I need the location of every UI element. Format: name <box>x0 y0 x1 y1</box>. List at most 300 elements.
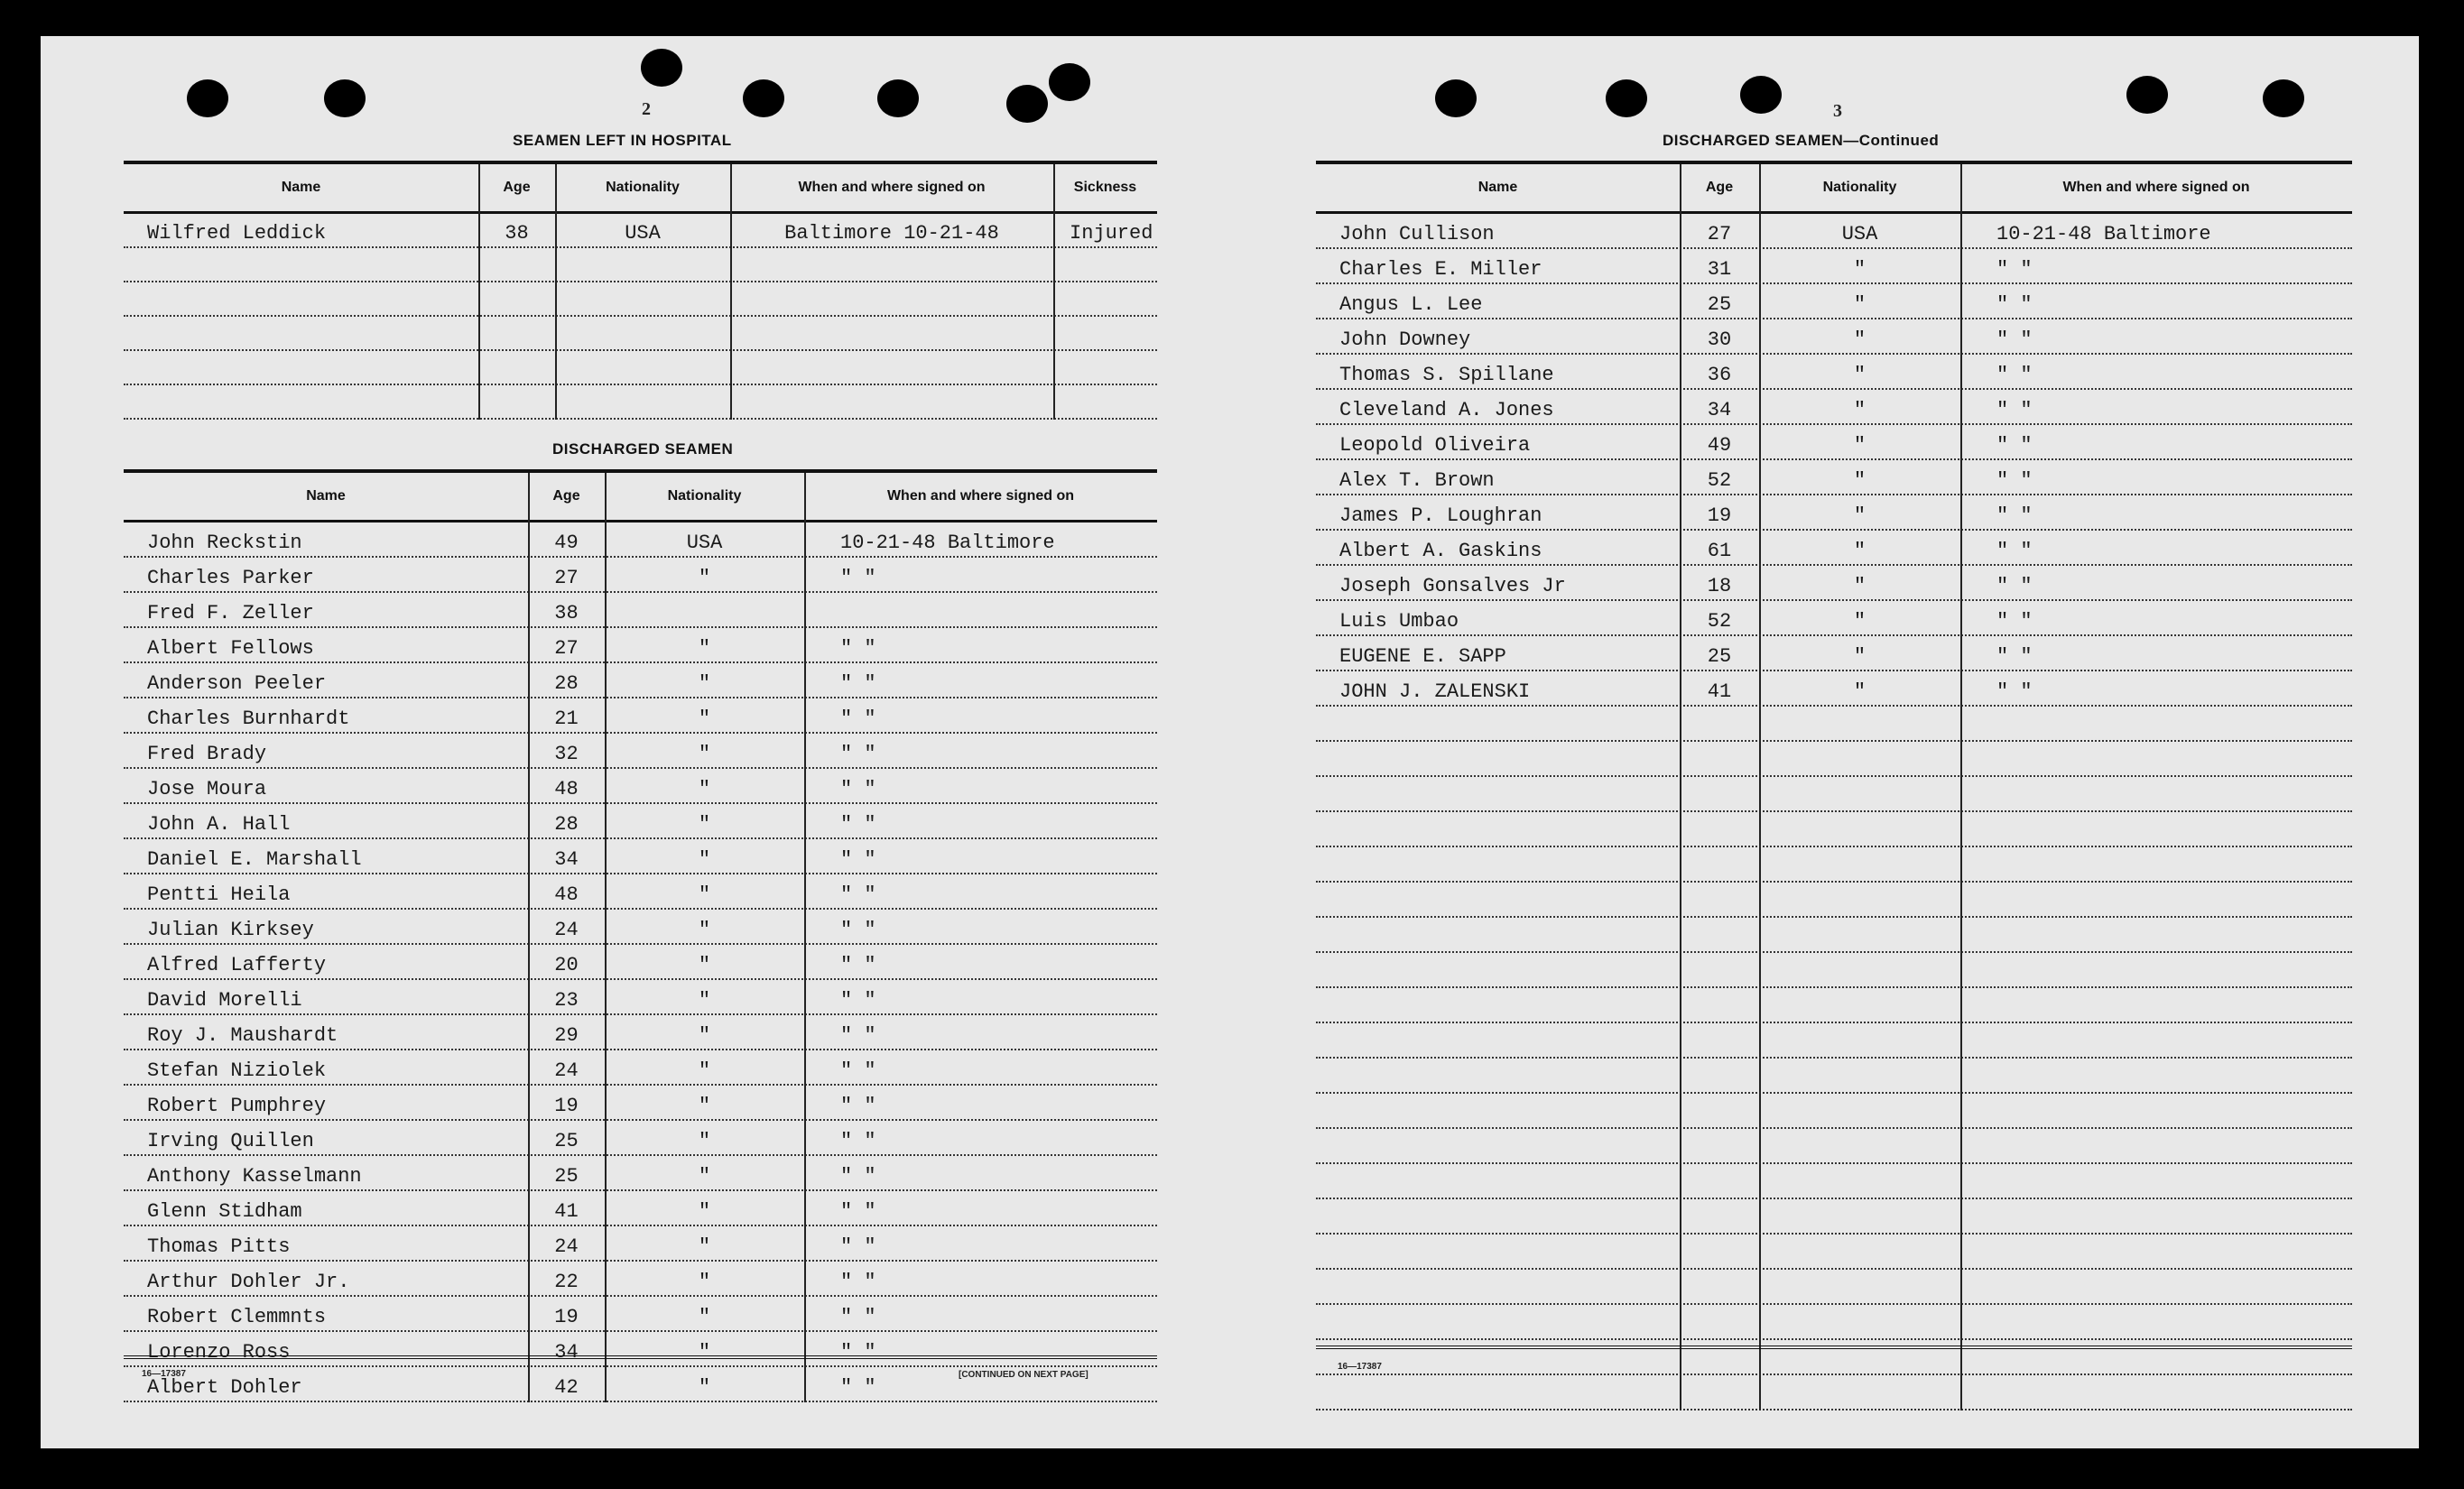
age-cell <box>478 282 555 315</box>
nationality-cell <box>605 593 804 626</box>
age-cell <box>478 385 555 418</box>
binder-hole <box>1606 79 1647 117</box>
name-cell: David Morelli <box>147 989 302 1012</box>
name-cell: EUGENE E. SAPP <box>1339 645 1506 668</box>
signed-on-cell: " " <box>840 1095 876 1117</box>
name-cell: Albert Dohler <box>147 1376 302 1399</box>
column-header: Age <box>1705 180 1734 195</box>
column-header: Nationality <box>606 180 680 195</box>
nationality-cell <box>1759 1199 1960 1233</box>
signed-on-cell: " " <box>840 1235 876 1258</box>
column-header: Name <box>1477 180 1518 195</box>
table-row <box>1316 988 2352 1023</box>
name-cell: John Reckstin <box>147 532 302 554</box>
signed-on-cell: " " <box>840 1341 876 1364</box>
nationality-cell: " <box>1853 258 1867 281</box>
column-divider <box>478 164 480 420</box>
name-cell: Alfred Lafferty <box>147 954 327 976</box>
age-cell: 49 <box>1707 434 1732 457</box>
nationality-cell <box>1759 777 1960 810</box>
name-cell: Irving Quillen <box>147 1130 314 1152</box>
name-cell <box>1316 1129 1680 1162</box>
table-row <box>1316 1023 2352 1059</box>
nationality-cell: " <box>698 1059 711 1082</box>
name-cell <box>1316 1375 1680 1409</box>
continued-table <box>1316 161 2352 1410</box>
nationality-cell <box>555 248 730 281</box>
column-divider <box>555 164 557 420</box>
table-row <box>124 593 1157 628</box>
nationality-cell: " <box>1853 399 1867 421</box>
nationality-cell: " <box>1853 645 1867 668</box>
nationality-cell <box>555 317 730 349</box>
name-cell: Thomas S. Spillane <box>1339 364 1554 386</box>
name-cell: Albert Fellows <box>147 637 314 660</box>
column-divider <box>605 473 607 1402</box>
nationality-cell <box>1759 707 1960 740</box>
signed-on-cell <box>730 385 1053 418</box>
nationality-cell <box>1759 918 1960 951</box>
table-row <box>1316 707 2352 742</box>
age-cell: 18 <box>1707 575 1732 597</box>
hospital-table <box>124 161 1157 420</box>
column-header: Nationality <box>1822 180 1897 195</box>
table-row <box>1316 390 2352 425</box>
binder-hole <box>324 79 366 117</box>
age-cell: 25 <box>554 1130 579 1152</box>
name-cell <box>1316 847 1680 881</box>
name-cell <box>1316 777 1680 810</box>
table-row <box>1316 495 2352 531</box>
name-cell <box>1316 1094 1680 1127</box>
table-row <box>1316 847 2352 883</box>
signed-on-cell: " " <box>840 1130 876 1152</box>
age-cell <box>1680 1199 1759 1233</box>
nationality-cell: " <box>698 1271 711 1293</box>
age-cell: 42 <box>554 1376 579 1399</box>
age-cell: 34 <box>554 848 579 871</box>
age-cell: 41 <box>1707 680 1732 703</box>
discharged-section-title: DISCHARGED SEAMEN <box>552 440 734 458</box>
column-header: When and where signed on <box>798 180 986 195</box>
column-divider <box>1759 164 1761 1410</box>
table-row <box>124 523 1157 558</box>
nationality-cell: " <box>698 1165 711 1188</box>
nationality-cell: " <box>698 1376 711 1399</box>
signed-on-cell <box>1960 847 2352 881</box>
column-divider <box>1053 164 1055 420</box>
signed-on-cell <box>1960 953 2352 986</box>
signed-on-cell <box>1960 777 2352 810</box>
signed-on-cell: " " <box>840 708 876 730</box>
column-divider <box>528 473 530 1402</box>
table-row <box>1316 566 2352 601</box>
signed-on-cell: " " <box>1996 575 2033 597</box>
nationality-cell: " <box>1853 293 1867 316</box>
age-cell: 22 <box>554 1271 579 1293</box>
table-row <box>124 1156 1157 1191</box>
age-cell <box>1680 918 1759 951</box>
name-cell: Daniel E. Marshall <box>147 848 362 871</box>
age-cell <box>1680 1094 1759 1127</box>
continued-section-title: DISCHARGED SEAMEN—Continued <box>1663 132 1940 149</box>
ledger-sheet <box>41 36 2419 1448</box>
name-cell: Charles Burnhardt <box>147 708 350 730</box>
name-cell: John A. Hall <box>147 813 291 836</box>
continued-footnote: [CONTINUED ON NEXT PAGE] <box>959 1370 1088 1380</box>
age-cell <box>1680 1129 1759 1162</box>
table-row <box>1316 1270 2352 1305</box>
age-cell: 27 <box>554 567 579 589</box>
signed-on-cell: 10-21-48 Baltimore <box>1996 223 2211 245</box>
signed-on-cell: " " <box>840 743 876 765</box>
age-cell: 36 <box>1707 364 1732 386</box>
signed-on-cell: " " <box>1996 364 2033 386</box>
age-cell <box>478 351 555 384</box>
nationality-cell <box>1759 1164 1960 1198</box>
table-row <box>124 663 1157 698</box>
name-cell: Jose Moura <box>147 778 267 800</box>
table-row <box>124 874 1157 910</box>
age-cell: 48 <box>554 883 579 906</box>
age-cell: 38 <box>554 602 579 624</box>
table-row <box>1316 1129 2352 1164</box>
nationality-cell: USA <box>625 222 661 245</box>
name-cell <box>1316 1199 1680 1233</box>
name-cell: Fred Brady <box>147 743 267 765</box>
column-header: Sickness <box>1073 180 1137 195</box>
nationality-cell <box>555 282 730 315</box>
signed-on-cell <box>1960 1129 2352 1162</box>
table-row <box>1316 953 2352 988</box>
name-cell: Leopold Oliveira <box>1339 434 1531 457</box>
name-cell: Alex T. Brown <box>1339 469 1495 492</box>
signed-on-cell <box>1960 988 2352 1022</box>
nationality-cell: " <box>698 813 711 836</box>
table-header <box>124 473 1157 523</box>
table-row <box>1316 812 2352 847</box>
age-cell: 28 <box>554 672 579 695</box>
nationality-cell: " <box>698 1200 711 1223</box>
name-cell <box>1316 1164 1680 1198</box>
table-row <box>1316 777 2352 812</box>
binder-hole <box>2126 76 2168 114</box>
signed-on-cell: " " <box>840 1306 876 1328</box>
name-cell: Joseph Gonsalves Jr <box>1339 575 1566 597</box>
nationality-cell <box>1759 847 1960 881</box>
signed-on-cell <box>1960 1164 2352 1198</box>
age-cell: 31 <box>1707 258 1732 281</box>
table-row <box>124 910 1157 945</box>
nationality-cell: " <box>1853 680 1867 703</box>
name-cell: JOHN J. ZALENSKI <box>1339 680 1531 703</box>
name-cell <box>1316 988 1680 1022</box>
sickness-cell <box>1053 282 1157 315</box>
age-cell: 25 <box>1707 645 1732 668</box>
hospital-section-title: SEAMEN LEFT IN HOSPITAL <box>513 132 732 149</box>
table-row <box>1316 249 2352 284</box>
column-divider <box>1680 164 1681 1410</box>
age-cell <box>1680 988 1759 1022</box>
sickness-cell <box>1053 385 1157 418</box>
nationality-cell: " <box>698 743 711 765</box>
nationality-cell: " <box>698 1306 711 1328</box>
nationality-cell: " <box>1853 504 1867 527</box>
table-row <box>124 945 1157 980</box>
age-cell: 49 <box>554 532 579 554</box>
nationality-cell <box>1759 1235 1960 1268</box>
nationality-cell: USA <box>686 532 723 554</box>
nationality-cell <box>1759 1059 1960 1092</box>
age-cell: 19 <box>1707 504 1732 527</box>
name-cell <box>1316 918 1680 951</box>
signed-on-cell: " " <box>840 567 876 589</box>
name-cell: Fred F. Zeller <box>147 602 314 624</box>
column-divider <box>1960 164 1962 1410</box>
nationality-cell <box>1759 1375 1960 1409</box>
name-cell <box>1316 883 1680 916</box>
table-header <box>124 164 1157 214</box>
name-cell: Robert Pumphrey <box>147 1095 327 1117</box>
signed-on-cell <box>730 317 1053 349</box>
age-cell <box>1680 953 1759 986</box>
name-cell <box>1316 707 1680 740</box>
table-row <box>1316 531 2352 566</box>
name-cell <box>1316 1023 1680 1057</box>
signed-on-cell: " " <box>840 1059 876 1082</box>
age-cell: 52 <box>1707 469 1732 492</box>
table-row <box>124 628 1157 663</box>
table-row <box>124 1121 1157 1156</box>
binder-hole <box>743 79 784 117</box>
signed-on-cell: " " <box>840 848 876 871</box>
age-cell: 24 <box>554 1059 579 1082</box>
name-cell: Julian Kirksey <box>147 919 314 941</box>
table-row <box>1316 1094 2352 1129</box>
signed-on-cell <box>1960 1375 2352 1409</box>
age-cell <box>478 248 555 281</box>
nationality-cell: " <box>698 708 711 730</box>
nationality-cell <box>1759 1270 1960 1303</box>
age-cell <box>1680 1375 1759 1409</box>
age-cell: 24 <box>554 919 579 941</box>
nationality-cell: " <box>698 989 711 1012</box>
nationality-cell: " <box>1853 364 1867 386</box>
bottom-rule-right <box>1316 1346 2352 1349</box>
signed-on-cell <box>1960 1305 2352 1338</box>
nationality-cell: " <box>698 1024 711 1047</box>
age-cell: 25 <box>1707 293 1732 316</box>
signed-on-cell: " " <box>840 1200 876 1223</box>
nationality-cell: " <box>698 778 711 800</box>
signed-on-cell: " " <box>1996 504 2033 527</box>
age-cell: 21 <box>554 708 579 730</box>
name-cell: John Downey <box>1339 328 1471 351</box>
column-divider <box>730 164 732 420</box>
signed-on-cell: " " <box>840 813 876 836</box>
nationality-cell <box>1759 1305 1960 1338</box>
signed-on-cell: " " <box>840 1376 876 1399</box>
name-cell: Angus L. Lee <box>1339 293 1483 316</box>
binder-hole <box>2263 79 2304 117</box>
nationality-cell: " <box>1853 328 1867 351</box>
table-row <box>124 317 1157 351</box>
name-cell <box>1316 812 1680 846</box>
table-row <box>1316 601 2352 636</box>
nationality-cell <box>1759 1094 1960 1127</box>
form-number-left: 16—17387 <box>142 1369 186 1379</box>
signed-on-cell: " " <box>840 919 876 941</box>
age-cell <box>1680 777 1759 810</box>
nationality-cell: " <box>1853 540 1867 562</box>
nationality-cell: " <box>698 1341 711 1364</box>
page-number-right: 3 <box>1833 101 1842 121</box>
nationality-cell <box>1759 1129 1960 1162</box>
column-header: Age <box>552 488 580 504</box>
nationality-cell <box>1759 883 1960 916</box>
nationality-cell: " <box>698 1095 711 1117</box>
table-row <box>1316 425 2352 460</box>
signed-on-cell: " " <box>840 883 876 906</box>
table-row <box>124 351 1157 385</box>
age-cell: 19 <box>554 1095 579 1117</box>
age-cell: 20 <box>554 954 579 976</box>
table-row <box>1316 319 2352 355</box>
column-header: When and where signed on <box>886 488 1075 504</box>
table-row <box>1316 742 2352 777</box>
table-row <box>124 558 1157 593</box>
page-number-left: 2 <box>642 99 651 119</box>
table-row <box>1316 355 2352 390</box>
age-cell <box>1680 1235 1759 1268</box>
age-cell: 27 <box>554 637 579 660</box>
name-cell: John Cullison <box>1339 223 1495 245</box>
table-row <box>124 839 1157 874</box>
signed-on-cell: " " <box>1996 645 2033 668</box>
table-row <box>1316 636 2352 671</box>
signed-on-cell <box>1960 1023 2352 1057</box>
signed-on-cell: 10-21-48 Baltimore <box>840 532 1055 554</box>
age-cell: 52 <box>1707 610 1732 633</box>
signed-on-cell: " " <box>1996 399 2033 421</box>
name-cell: Albert A. Gaskins <box>1339 540 1542 562</box>
table-row <box>1316 671 2352 707</box>
nationality-cell <box>555 351 730 384</box>
binder-hole <box>1049 63 1090 101</box>
table-row <box>1316 1199 2352 1235</box>
signed-on-cell <box>1960 1094 2352 1127</box>
signed-on-cell <box>1960 918 2352 951</box>
signed-on-cell <box>1960 742 2352 775</box>
nationality-cell <box>555 385 730 418</box>
nationality-cell: " <box>698 1235 711 1258</box>
age-cell <box>1680 1164 1759 1198</box>
name-cell <box>1316 1059 1680 1092</box>
table-row <box>124 980 1157 1015</box>
table-row <box>1316 883 2352 918</box>
table-row <box>1316 1235 2352 1270</box>
name-cell: Glenn Stidham <box>147 1200 302 1223</box>
name-cell <box>124 351 478 384</box>
signed-on-cell: " " <box>840 778 876 800</box>
signed-on-cell: " " <box>840 1271 876 1293</box>
nationality-cell: " <box>698 883 711 906</box>
table-row <box>124 698 1157 734</box>
signed-on-cell: " " <box>840 954 876 976</box>
name-cell <box>124 248 478 281</box>
nationality-cell <box>1759 812 1960 846</box>
age-cell: 32 <box>554 743 579 765</box>
binder-hole <box>1006 85 1048 123</box>
sickness-cell <box>1053 248 1157 281</box>
discharged-table <box>124 469 1157 1402</box>
binder-hole <box>187 79 228 117</box>
nationality-cell: " <box>1853 469 1867 492</box>
table-row <box>124 282 1157 317</box>
signed-on-cell: Baltimore 10-21-48 <box>784 222 999 245</box>
signed-on-cell <box>1960 1270 2352 1303</box>
nationality-cell: " <box>698 672 711 695</box>
age-cell: 23 <box>554 989 579 1012</box>
nationality-cell: " <box>698 567 711 589</box>
age-cell: 61 <box>1707 540 1732 562</box>
binder-hole <box>1740 76 1782 114</box>
age-cell <box>1680 847 1759 881</box>
signed-on-cell <box>730 351 1053 384</box>
nationality-cell: USA <box>1841 223 1878 245</box>
signed-on-cell <box>1960 1059 2352 1092</box>
signed-on-cell: " " <box>1996 540 2033 562</box>
name-cell: James P. Loughran <box>1339 504 1542 527</box>
age-cell <box>1680 1023 1759 1057</box>
name-cell: Wilfred Leddick <box>147 222 327 245</box>
name-cell <box>124 317 478 349</box>
age-cell <box>1680 812 1759 846</box>
age-cell <box>1680 1270 1759 1303</box>
signed-on-cell <box>1960 812 2352 846</box>
table-row <box>1316 1305 2352 1340</box>
name-cell: Pentti Heila <box>147 883 291 906</box>
table-row <box>124 385 1157 420</box>
age-cell: 29 <box>554 1024 579 1047</box>
name-cell: Charles Parker <box>147 567 314 589</box>
table-row <box>124 1297 1157 1332</box>
signed-on-cell: " " <box>1996 328 2033 351</box>
signed-on-cell <box>1960 707 2352 740</box>
column-header: Age <box>503 180 531 195</box>
name-cell <box>124 282 478 315</box>
column-divider <box>804 473 806 1402</box>
form-number-right: 16—17387 <box>1338 1362 1382 1372</box>
age-cell: 24 <box>554 1235 579 1258</box>
bottom-rule-left <box>124 1355 1157 1359</box>
table-row <box>1316 1059 2352 1094</box>
nationality-cell: " <box>1853 610 1867 633</box>
nationality-cell: " <box>698 954 711 976</box>
signed-on-cell <box>1960 1199 2352 1233</box>
age-cell: 34 <box>1707 399 1732 421</box>
signed-on-cell: " " <box>1996 680 2033 703</box>
name-cell: Robert Clemmnts <box>147 1306 327 1328</box>
name-cell <box>124 385 478 418</box>
name-cell: Arthur Dohler Jr. <box>147 1271 350 1293</box>
signed-on-cell: " " <box>1996 258 2033 281</box>
nationality-cell: " <box>1853 575 1867 597</box>
age-cell: 48 <box>554 778 579 800</box>
signed-on-cell: " " <box>1996 293 2033 316</box>
binder-hole <box>877 79 919 117</box>
name-cell: Luis Umbao <box>1339 610 1459 633</box>
